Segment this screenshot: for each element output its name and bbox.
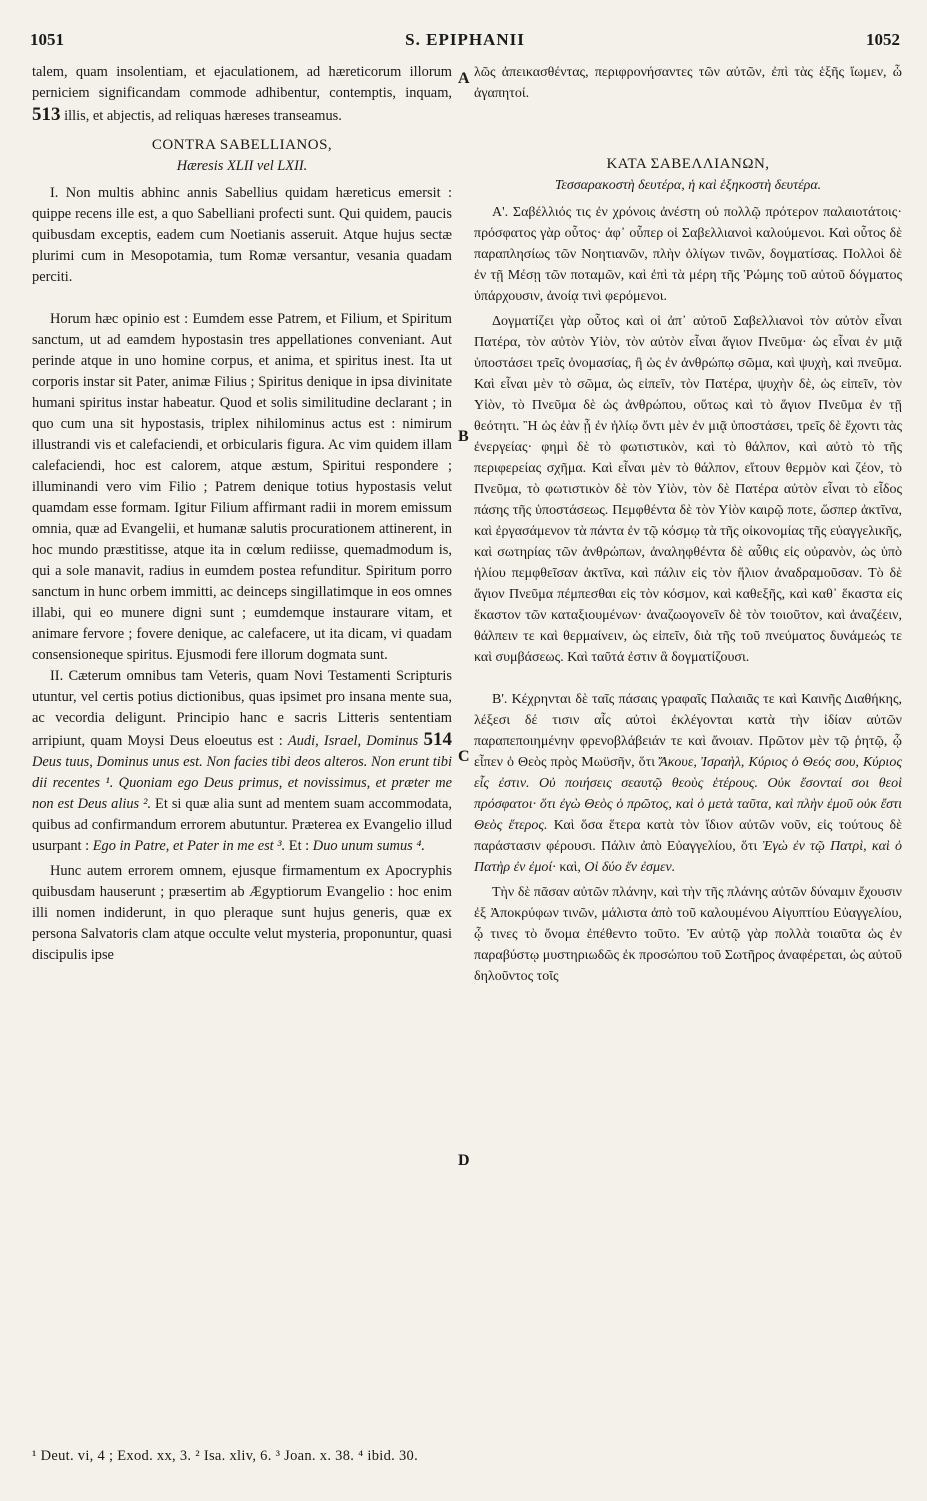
column-number-514: 514 — [423, 729, 452, 750]
greek-heading — [474, 154, 902, 196]
greek-paragraph-3: Β'. Κέχρηνται δὲ ταῖς πάσαις γραφαῖς Παλαιᾶς τε καὶ Καινῆς Διαθήκης, λέξεσι δέ τισιν αἷς αὐτοὶ ἐκλέγονται κατὰ τὴν ἰδίαν αὐτῶν παραπεποιημένην φρενοβλάβειάν τε καὶ ἄνοιαν. Πρῶτον μὲν τῷ ῥητῷ, ᾧ εἶπεν ὁ Θεὸς πρὸς Μωϋσῆν, ὅτι Ἄκουε, Ἰσραὴλ, Κύριος ὁ Θεός σου, Κύριος εἷς ἐστιν. Οὐ ποιήσεις σεαυτῷ θεοὺς ἑτέρους. Οὐκ ἔσονταί σοι θεοὶ πρόσφατοι· ὅτι ἐγὼ Θεὸς ὁ πρῶτος, καὶ ὁ μετὰ ταῦτα, καὶ πλὴν ἐμοῦ οὐκ ἔστι Θεὸς ἕτερος. Καὶ ὅσα ἕτερα κατὰ τὸν ἴδιον αὐτῶν νοῦν, εἰς τούτους δὲ παράστασιν φέρουσι. Πάλιν ἀπὸ Εὐαγγελίου, ὅτι Ἐγὼ ἐν τῷ Πατρὶ, καὶ ὁ Πατὴρ ἐν ἐμοί· καὶ, Οἱ δύο ἕν ἐσμεν. — [474, 692, 903, 875]
latin-paragraph-1: I. Non multis abhinc annis Sabellius quidam hæreticus emersit : quippe recens ille est, a quo Sabelliani profecti sunt. Qui quidem, paucis quibusdam exceptis, eadem cum Noetianis asseruit. Atque hujus sectæ plurimi cum in Mesopotamia, tum Romæ versantur, vesania quadam perciti. — [32, 185, 452, 285]
greek-paragraph-0: λῶς ἀπεικασθέντας, περιφρονήσαντες τῶν αὐτῶν, ἐπὶ τὰς ἑξῆς ἴωμεν, ὦ ἀγαπητοί. — [474, 65, 902, 101]
running-title: S. EPIPHANII — [405, 30, 525, 49]
greek-column — [474, 62, 902, 987]
greek-paragraph-1: Α'. Σαβέλλιός τις ἐν χρόνοις ἀνέστη οὐ πολλῷ πρότερον παλαιοτάτοις· πρόσφατος γὰρ οὗτος· ἀφ᾽ οὗπερ οἱ Σαβελλιανοὶ καλούμενοι. Καὶ οὗτος δὲ παραπλησίως τῶν Νοητιανῶν, πλὴν ὀλίγων τινῶν, δογματίσας. Πολλοὶ δὲ ἐν τῇ Μέσῃ τῶν ποταμῶν, καὶ ἐπὶ τὰ μέρη τῆς Ῥώμης τοῦ αὐτοῦ δόγματος ὑπάρχουσιν, ἀνοίᾳ τινὶ φερόμενοι. — [474, 205, 902, 304]
page-header — [30, 30, 900, 56]
section-marker-d: D — [458, 1152, 470, 1169]
section-marker-a: A — [458, 70, 470, 87]
greek-paragraph-4: Τὴν δὲ πᾶσαν αὐτῶν πλάνην, καὶ τὴν τῆς πλάνης αὐτῶν δύναμιν ἔχουσιν ἐξ Ἀποκρύφων τινῶν, μάλιστα ἀπὸ τοῦ καλουμένου Αἰγυπτίου Εὐαγγελίου, ᾧ τινες τὸ ὄνομα ἐπέθεντο τοῦτο. Ἐν αὐτῷ γὰρ πολλὰ τοιαῦτα ὡς ἐν παραβύστῳ μυστηριωδῶς ἐκ προσώπου τοῦ Σωτῆρος ἀναφέρεται, ὡς αὐτοῦ δηλοῦντος τοῖς — [474, 885, 902, 984]
section-marker-c: C — [458, 748, 470, 765]
section-marker-b: B — [458, 428, 469, 445]
column-number-513: 513 — [32, 104, 61, 125]
latin-heading-subtitle: Hæresis XLII vel LXII. — [176, 158, 308, 174]
greek-paragraph-2: Δογματίζει γὰρ οὗτος καὶ οἱ ἀπ᾽ αὐτοῦ Σαβελλιανοὶ τὸν αὐτὸν εἶναι Πατέρα, τὸν αὐτὸν Υἱὸν, τὸν αὐτὸν εἶναι ἅγιον Πνεῦμα· ὡς εἶναι ἐν μιᾷ ὑποστάσει τρεῖς ὀνομασίας, ἢ ὡς ἐν ἀνθρώπῳ σῶμα, καὶ ψυχὴ, καὶ πνεῦμα. Καὶ εἶναι μὲν τὸ σῶμα, ὡς εἰπεῖν, τὸν Πατέρα, ψυχὴν δὲ, ὡς εἰπεῖν, τὸν Υἱὸν, τὸ Πνεῦμα δὲ ὡς ἀνθρώπου, οὕτως καὶ τὸ ἅγιον Πνεῦμα ἐν τῇ θεότητι. Ἢ ὡς ἐὰν ᾖ ἐν ἡλίῳ ὄντι μὲν ἐν μιᾷ ὑποστάσει, τρεῖς δὲ ἔχοντι τὰς ἐνεργείας· φημὶ δὲ τὸ φωτιστικὸν, καὶ τὸ θάλπον, καὶ αὐτὸ τὸ τῆς περιφερείας σχῆμα. Καὶ εἶναι μὲν τὸ θάλπον, εἴτουν θερμὸν καὶ ζέον, τὸ Πνεῦμα, τὸ φωτιστικὸν δὲ τὸν Υἱὸν, τὸν δὲ Πατέρα αὐτὸν εἶναι τὸ εἶδος πάσης τῆς ὑποστάσεως. Πεμφθέντα δὲ τὸν Υἱὸν καιρῷ ποτε, ὥσπερ ἀκτῖνα, καὶ ἐργασάμενον τὰ πάντα ἐν τῷ κόσμῳ τὰ τῆς οἰκονομίας τῆς εὐαγγελικῆς, καὶ σωτηρίας τῶν ἀνθρώπων, ἀναληφθέντα δὲ αὖθις εἰς οὐρανὸν, ὡς ὑπὸ ἡλίου πεμφθεῖσαν ἀκτῖνα, καὶ πάλιν εἰς τὸν ἥλιον ἀναδραμοῦσαν. Τὸ δὲ ἅγιον Πνεῦμα πέμπεσθαι εἰς τὸν κόσμον, καὶ καθεξῆς, καὶ καθ᾽ ἕκαστα εἰς ἕκαστον τῶν καταξιουμένων· ἀναζωογονεῖν δὲ τὸν τοιοῦτον, καὶ ἀναζέειν, θάλπειν τε καὶ θερμαίνειν, ὡς εἰπεῖν, διὰ τῆς τοῦ πνεύματος δυνάμεώς τε καὶ συμβάσεως. Καὶ ταῦτά ἐστιν ἃ δογματίζουσι. — [474, 314, 902, 665]
page-number-right: 1052 — [866, 30, 900, 49]
latin-heading — [32, 135, 452, 177]
latin-paragraph-3: II. Cæterum omnibus tam Veteris, quam Novi Testamenti Scripturis utuntur, vel certis potius dictionibus, quas ipsimet pro insana mente sua, ac vecordia deligunt. Principio hanc e sacris Litteris sententiam arripiunt, quam Moysi Deus eloeutus est : Audi, Israel, Dominus 514 Deus tuus, Dominus unus est. Non facies tibi deos alteros. Non erunt tibi dii recentes ¹. Quoniam ego Deus primus, et novissimus, et præter me non est Deus alius ². Et si quæ alia sunt ad mentem suam accommodata, quibus ad confirmandum errorem abutuntur. Præterea ex Evangelio illud usurpant : Ego in Patre, et Pater in me est ³. Et : Duo unum sumus ⁴. — [32, 668, 452, 854]
latin-column — [32, 62, 452, 966]
latin-paragraph-2: Horum hæc opinio est : Eumdem esse Patrem, et Filium, et Spiritum sanctum, ut ad eamdem hypostasin tres appellationes conveniant. Aut perinde atque in uno homine corpus, et anima, et spiritus inest. Ita ut corporis instar sit Pater, animæ Filius ; Spiritus denique in ipsa divinitate humani spiritus instar habeatur. Quod et solis similitudine declarant ; in quo cum una sit hypostasis, triplex nihilominus actus est : nimirum illustrandi vis et calefaciendi, et orbicularis figura. Ac vim quidem illam calefaciendi, hoc est calorem, atque æstum, Spiritui respondere ; illuminandi vero vim Filio ; Patrem denique totius hypostasis velut quamdam esse formam. Igitur Filium affirmant radii in morem emissum omnia, quæ ad Evangelii, et humanæ salutis procurationem attinerent, in hoc mundo præstitisse, atque ita in cœlum rediisse, quemadmodum is, qui a sole manavit, radius in eumdem postea refunditur. Spiritum porro sanctum in hunc orbem immitti, ac deinceps singillatimque in eos omnes illabi, qui eo munere digni sunt ; eumdemque instaurare vitam, et animare fervore ; fovere denique, ac calefacere, ut ita dicam, vi quadam consensioneque spiritus. Ejusmodi fere illorum dogmata sunt. — [32, 311, 452, 663]
footnotes: ¹ Deut. vi, 4 ; Exod. xx, 3. ² Isa. xliv, 6. ³ Joan. x. 38. ⁴ ibid. 30. — [32, 1448, 419, 1464]
latin-heading-title: CONTRA SABELLIANOS, — [151, 137, 333, 153]
greek-heading-subtitle: Τεσσαρακοστὴ δευτέρα, ἡ καὶ ἑξηκοστὴ δευτέρα. — [554, 178, 822, 193]
latin-paragraph-0: talem, quam insolentiam, et ejaculationem, ad hæreticorum illorum perniciem significandam commode adhibentur, contemptis, inquam, 513 illis, et abjectis, ad reliquas hæreses transeamus. — [32, 64, 452, 125]
greek-heading-title: ΚΑΤΑ ΣΑΒΕΛΛΙΑΝΩΝ, — [606, 156, 770, 172]
page-number-left: 1051 — [30, 30, 64, 49]
latin-paragraph-4: Hunc autem errorem omnem, ejusque firmamentum ex Apocryphis quibusdam hauserunt ; præsertim ab Ægyptiorum Evangelio : hoc enim illi nomen indiderunt, in quo pleraque sunt hujus generis, quæ ex persona Salvatoris clam atque occulte velut mysteria, proponuntur, quasi discipulis ipse — [32, 863, 452, 963]
